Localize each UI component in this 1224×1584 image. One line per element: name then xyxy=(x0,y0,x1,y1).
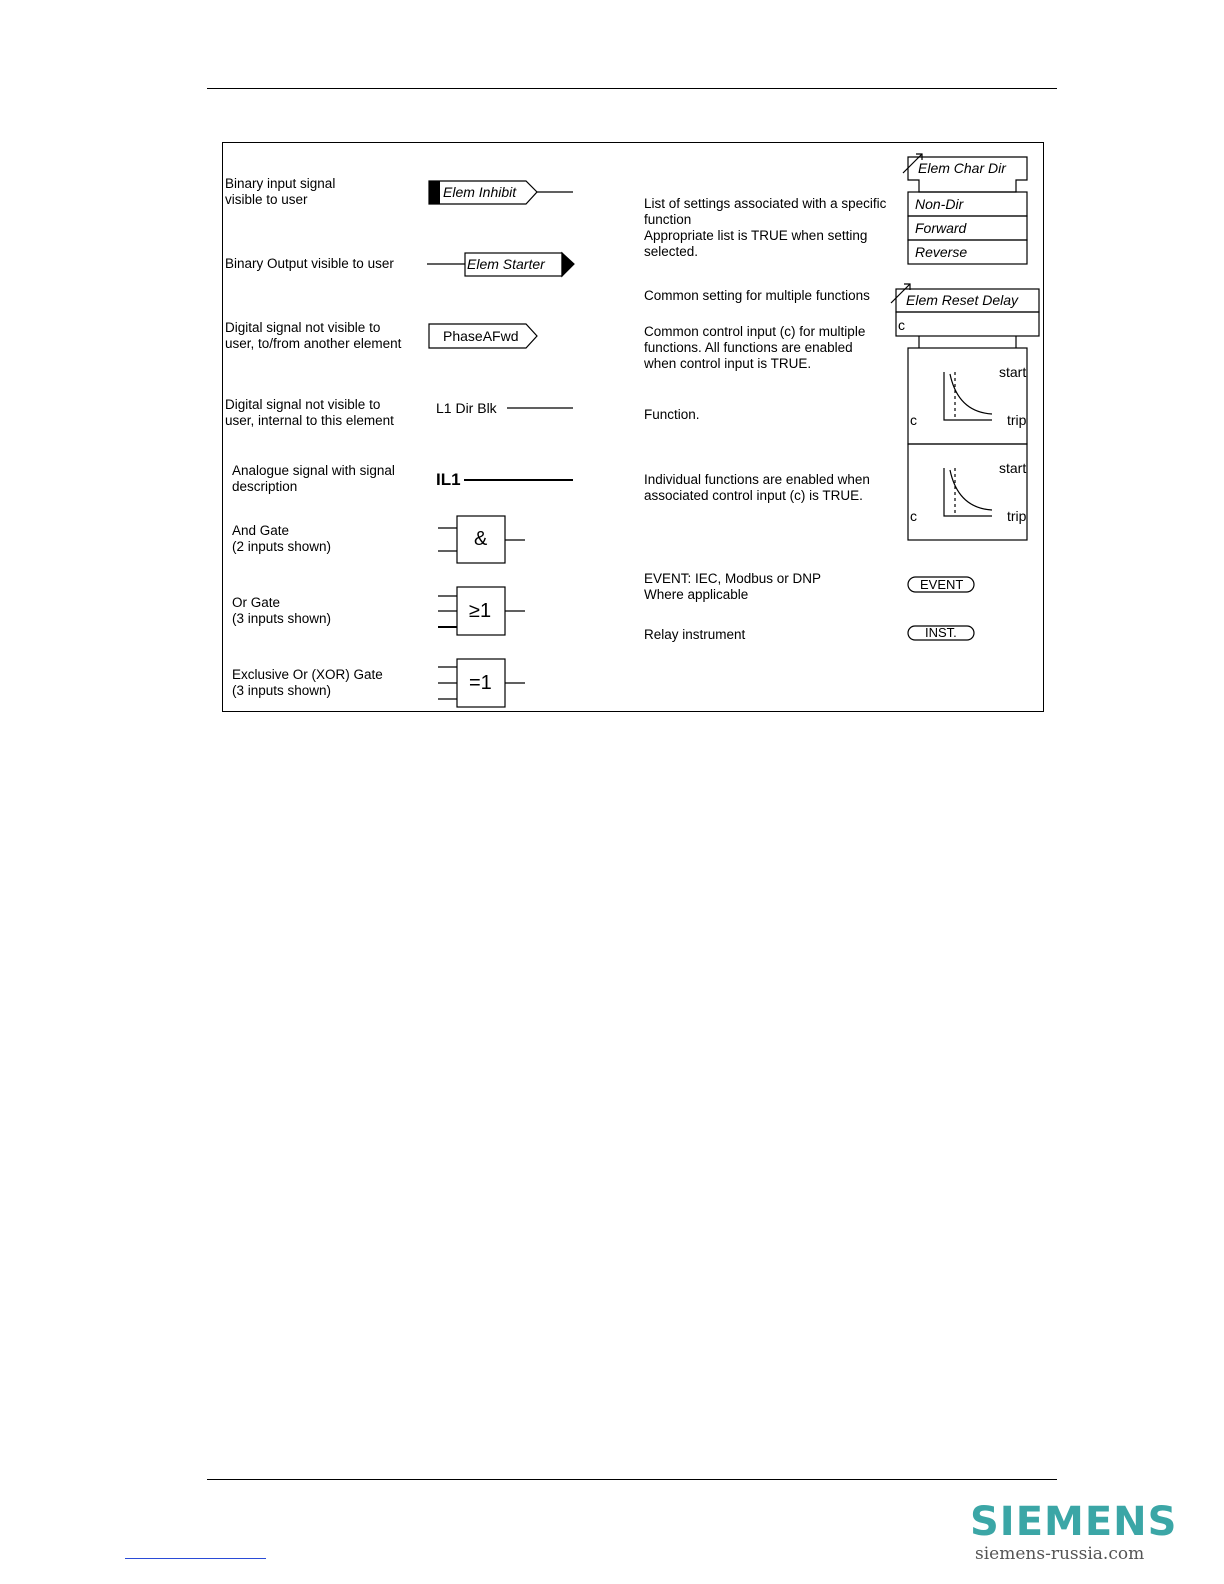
l1-dir-blk-label: L1 Dir Blk xyxy=(436,400,497,416)
common-setting-description: Common setting for multiple functions xyxy=(644,288,870,303)
function-trip-label: trip xyxy=(1007,412,1027,428)
and-gate-description: And Gate (2 inputs shown) xyxy=(232,523,332,554)
common-control-c-label: c xyxy=(898,317,905,333)
siemens-logo: SIEMENS xyxy=(970,1499,1178,1545)
or-gate-label: ≥1 xyxy=(469,600,492,622)
binary-output-description: Binary Output visible to user xyxy=(225,256,394,271)
function-c-label: c xyxy=(910,412,917,428)
instrument-description: Relay instrument xyxy=(644,627,746,642)
elem-inhibit-label: Elem Inhibit xyxy=(443,184,517,200)
footer-link-underline xyxy=(125,1558,266,1559)
legend-symbols xyxy=(0,0,1224,760)
xor-gate-description: Exclusive Or (XOR) Gate (3 inputs shown) xyxy=(232,667,383,698)
individual-function-description: Individual functions are enabled when associated control input (c) is TRUE. xyxy=(644,472,870,503)
xor-gate-label: =1 xyxy=(469,672,492,694)
digital-signal-description: Digital signal not visible to user, to/from another element xyxy=(225,320,402,351)
siemens-url: siemens-russia.com xyxy=(975,1544,1145,1564)
event-description: EVENT: IEC, Modbus or DNP Where applicable xyxy=(644,571,822,602)
setting-item-reverse: Reverse xyxy=(915,244,968,260)
binary-input-description: Binary input signal visible to user xyxy=(225,176,336,207)
individual-c-label: c xyxy=(910,508,917,524)
elem-char-dir-label: Elem Char Dir xyxy=(918,160,1006,176)
elem-starter-label: Elem Starter xyxy=(467,256,545,272)
phase-a-fwd-label: PhaseAFwd xyxy=(443,328,519,344)
bottom-rule xyxy=(207,1479,1057,1480)
internal-signal-description: Digital signal not visible to user, internal to this element xyxy=(225,397,394,428)
event-label: EVENT xyxy=(920,577,964,592)
setting-item-non-dir: Non-Dir xyxy=(915,196,964,212)
common-control-description: Common control input (c) for multiple functions. All functions are enabled when control input is TRUE. xyxy=(644,324,866,371)
il1-label: IL1 xyxy=(436,470,461,489)
individual-trip-label: trip xyxy=(1007,508,1027,524)
elem-reset-delay-label: Elem Reset Delay xyxy=(906,292,1019,308)
setting-item-forward: Forward xyxy=(915,220,967,236)
and-gate-label: & xyxy=(474,528,488,550)
function-block-symbol xyxy=(908,348,1027,444)
function-description: Function. xyxy=(644,407,700,422)
settings-list-description: List of settings associated with a specific function Appropriate list is TRUE when setting selected. xyxy=(644,196,887,259)
analogue-signal-description: Analogue signal with signal description xyxy=(232,463,395,494)
or-gate-description: Or Gate (3 inputs shown) xyxy=(232,595,332,626)
individual-start-label: start xyxy=(999,460,1027,476)
individual-function-block-symbol xyxy=(908,444,1027,540)
inst-label: INST. xyxy=(925,625,957,640)
function-start-label: start xyxy=(999,364,1027,380)
